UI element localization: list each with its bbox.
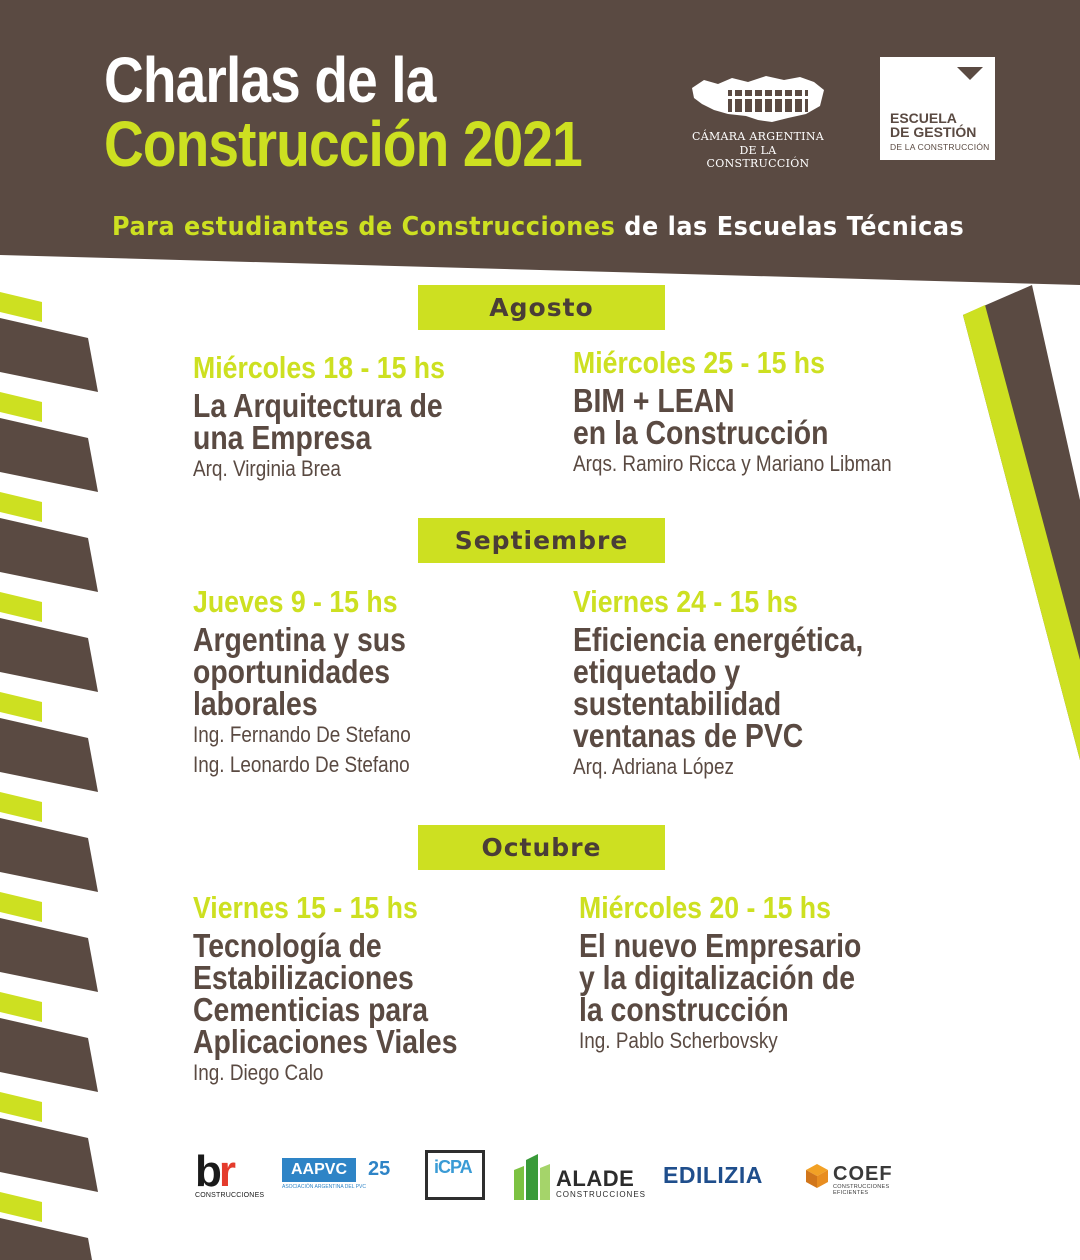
talk-title-line: BIM + LEAN xyxy=(573,382,735,419)
month-banner-agosto: Agosto xyxy=(418,285,665,330)
talk-title-line: la construcción xyxy=(579,991,789,1028)
talk-date: Miércoles 25 - 15 hs xyxy=(573,345,825,380)
sponsor-coef-logo xyxy=(805,1163,920,1196)
subtitle-highlight: Para estudiantes de Construcciones xyxy=(112,212,616,242)
talk-title-line: Tecnología de xyxy=(193,927,382,964)
poster-subtitle xyxy=(112,212,964,242)
aapvc-years: 25 xyxy=(368,1158,391,1180)
sponsor-br-logo xyxy=(195,1147,265,1202)
talk-title-line: oportunidades xyxy=(193,653,391,690)
icpa-name: iCPA xyxy=(434,1157,472,1177)
alade-bars-icon xyxy=(514,1152,554,1200)
coef-subtitle: CONSTRUCCIONES EFICIENTES xyxy=(833,1184,890,1196)
talk-title-line: Eficiencia energética, xyxy=(573,621,864,658)
talk-date: Miércoles 18 - 15 hs xyxy=(193,350,445,385)
title-line-2: Construcción 2021 xyxy=(104,108,582,180)
talk-title-line: sustentabilidad xyxy=(573,685,782,722)
br-subtitle: CONSTRUCCIONES xyxy=(195,1192,265,1199)
talk-title-line: La Arquitectura de xyxy=(193,387,443,424)
camara-logo xyxy=(688,70,828,170)
poster-title xyxy=(104,44,582,180)
coef-cube-icon xyxy=(805,1163,829,1189)
aqueduct-icon xyxy=(688,70,828,128)
sponsor-icpa-logo xyxy=(425,1150,485,1200)
title-line-1: Charlas de la xyxy=(104,44,436,116)
talk-title-line: Argentina y sus xyxy=(193,621,406,658)
talk-octubre-2 xyxy=(579,890,861,1056)
escuela-line-3: DE LA CONSTRUCCIÓN xyxy=(890,142,990,152)
escuela-line-1: ESCUELA xyxy=(890,110,957,126)
talk-date: Viernes 15 - 15 hs xyxy=(193,890,418,925)
alade-name: ALADE xyxy=(556,1166,635,1191)
subtitle-rest: de las Escuelas Técnicas xyxy=(615,212,965,242)
sponsor-aapvc-logo xyxy=(282,1158,397,1194)
br-letter-b: b xyxy=(195,1147,219,1196)
talk-title-line: El nuevo Empresario xyxy=(579,927,862,964)
talk-title-line: etiquetado y xyxy=(573,653,741,690)
talk-title-line: ventanas de PVC xyxy=(573,717,804,754)
talk-date: Jueves 9 - 15 hs xyxy=(193,584,398,619)
talk-speaker: Ing. Leonardo De Stefano xyxy=(193,752,410,777)
aapvc-name: AAPVC xyxy=(282,1158,356,1182)
talk-title-line: y la digitalización de xyxy=(579,959,855,996)
escuela-logo xyxy=(880,57,995,160)
talk-septiembre-2 xyxy=(573,584,863,782)
talk-speaker: Ing. Diego Calo xyxy=(193,1060,324,1085)
talk-agosto-2 xyxy=(573,345,892,479)
talk-speaker: Arq. Virginia Brea xyxy=(193,456,341,481)
sponsor-alade-logo xyxy=(514,1152,647,1200)
talk-title-line: una Empresa xyxy=(193,419,372,456)
br-letter-r: r xyxy=(218,1147,234,1196)
talk-title-line: en la Construcción xyxy=(573,414,829,451)
coef-name: COEF xyxy=(833,1163,893,1185)
talk-octubre-1 xyxy=(193,890,458,1088)
talk-date: Miércoles 20 - 15 hs xyxy=(579,890,831,925)
alade-subtitle: CONSTRUCCIONES xyxy=(556,1190,647,1199)
talk-title-line: Aplicaciones Viales xyxy=(193,1023,458,1060)
triangle-icon xyxy=(957,67,983,80)
talk-speaker: Arq. Adriana López xyxy=(573,754,734,779)
camara-name-line-2: DE LA CONSTRUCCIÓN xyxy=(706,144,810,170)
talk-speaker: Arqs. Ramiro Ricca y Mariano Libman xyxy=(573,451,892,476)
month-banner-octubre: Octubre xyxy=(418,825,665,870)
aapvc-subtitle: ASOCIACIÓN ARGENTINA DEL PVC xyxy=(282,1184,367,1190)
left-stripes xyxy=(0,292,98,1260)
escuela-line-2: DE GESTIÓN xyxy=(890,124,977,140)
talk-agosto-1 xyxy=(193,350,445,484)
talk-septiembre-1 xyxy=(193,584,411,780)
camara-name-line-1: CÁMARA ARGENTINA xyxy=(691,130,824,143)
talk-title-line: laborales xyxy=(193,685,318,722)
talk-speaker: Ing. Fernando De Stefano xyxy=(193,722,411,747)
talk-speaker: Ing. Pablo Scherbovsky xyxy=(579,1028,778,1053)
sponsor-edilizia-logo: EDILIZIA xyxy=(663,1162,763,1188)
talk-title-line: Cementicias para xyxy=(193,991,429,1028)
talk-date: Viernes 24 - 15 hs xyxy=(573,584,798,619)
talk-title-line: Estabilizaciones xyxy=(193,959,414,996)
month-banner-septiembre: Septiembre xyxy=(418,518,665,563)
